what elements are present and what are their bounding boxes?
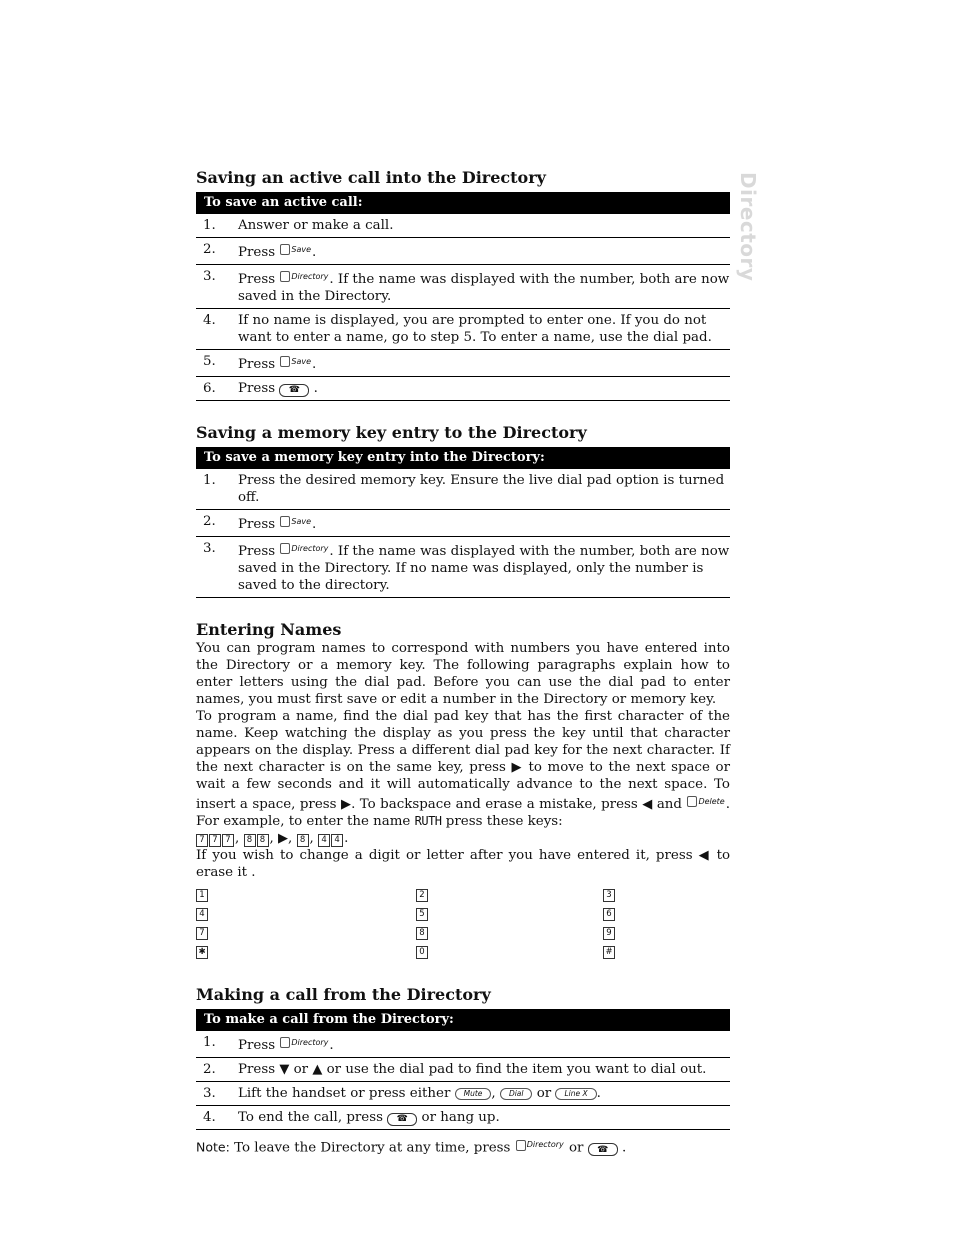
up-arrow-icon: ▲ xyxy=(312,1062,323,1077)
steps-table xyxy=(196,447,730,598)
save-key-icon: Save xyxy=(279,241,312,258)
dial-key-icon: 7 xyxy=(222,834,234,847)
dial-key-icon: 7 xyxy=(209,834,221,847)
table-row: 6. Press ☎ . xyxy=(196,377,730,401)
dial-key-icon: Dial xyxy=(500,1088,533,1100)
dial-key-icon: 4 xyxy=(318,834,330,847)
right-arrow-icon: ▶ xyxy=(278,831,289,846)
dialpad-key-hash: # xyxy=(603,946,615,959)
dialpad-key-7: 7 xyxy=(196,927,208,940)
handset-icon: ☎ xyxy=(279,384,309,397)
down-arrow-icon: ▼ xyxy=(279,1062,290,1077)
dialpad-key-4: 4 xyxy=(196,908,208,921)
example-name: RUTH xyxy=(414,814,442,828)
page-content xyxy=(196,168,730,1158)
section-title: Saving a memory key entry to the Directory xyxy=(196,423,587,442)
save-key-icon: Save xyxy=(279,353,312,370)
section-title: Entering Names xyxy=(196,620,342,639)
dialpad-key-star: ✱ xyxy=(196,946,208,959)
dialpad-key-5: 5 xyxy=(416,908,428,921)
dial-key-icon: 7 xyxy=(196,834,208,847)
table-header: To save an active call: xyxy=(196,192,730,214)
steps-table xyxy=(196,1009,730,1130)
dialpad-key-0: 0 xyxy=(416,946,428,959)
directory-key-icon: Directory xyxy=(279,268,329,285)
table-row: 3. Press Directory . If the name was displayed with the number, both are now saved in the Directory. xyxy=(196,265,730,309)
table-row: 2. Press Save . xyxy=(196,510,730,537)
paragraph: To program a name, find the dial pad key that has the first character of the name. Keep watching the display as you press the key until that character appears on the display. Press a different dial pad key for the next character. If the next character is on the same key, press ▶ to move to the next space or wait a few seconds and it will automatically advance to the next space. To insert a space, press ▶. To backspace and erase a mistake, press ◀ and Delete . For example, to enter the name RUTH press these keys: 7 7 7 , 8 8 , ▶, 8 , 4 4 . If you wish to change a digit or letter after you have entered it, press ◀ to erase it . xyxy=(196,709,731,880)
save-key-icon: Save xyxy=(279,513,312,530)
right-arrow-icon: ▶ xyxy=(511,760,523,775)
table-row: 3. Press Directory . If the name was displayed with the number, both are now saved in the Directory. If no name was displayed, only the number is saved to the directory. xyxy=(196,537,730,598)
dialpad-key-3: 3 xyxy=(603,889,615,902)
paragraph: You can program names to correspond with numbers you have entered into the Directory or a memory key. The following paragraphs explain how to enter letters using the dial pad. Before you can use the dial pad to enter names, you must first save or edit a number in the Directory or memory key. xyxy=(196,641,730,707)
dial-key-icon: 8 xyxy=(257,834,269,847)
table-row: 1. Press Directory . xyxy=(196,1031,730,1058)
line-key-icon: Line X xyxy=(555,1088,596,1100)
table-row: 3. Lift the handset or press either Mute , Dial or Line X . xyxy=(196,1082,730,1106)
note: Note: To leave the Directory at any time, press Directory or ☎ . xyxy=(196,1136,730,1158)
right-arrow-icon: ▶ xyxy=(340,797,352,812)
dial-key-icon: 4 xyxy=(331,834,343,847)
section-title: Making a call from the Directory xyxy=(196,985,491,1004)
left-arrow-icon: ◀ xyxy=(698,848,711,863)
dialpad-grid xyxy=(196,886,730,959)
section-save-memory-key xyxy=(196,423,730,598)
table-row: 4. To end the call, press ☎ or hang up. xyxy=(196,1106,730,1130)
section-entering-names xyxy=(196,620,730,959)
table-row: 2. Press Save . xyxy=(196,238,730,265)
section-save-active-call xyxy=(196,168,730,401)
table-row: 2. Press ▼ or ▲ or use the dial pad to find the item you want to dial out. xyxy=(196,1058,730,1082)
table-row: 5. Press Save . xyxy=(196,350,730,377)
table-header: To make a call from the Directory: xyxy=(196,1009,730,1031)
section-title: Saving an active call into the Directory xyxy=(196,168,546,187)
handset-icon: ☎ xyxy=(387,1113,417,1126)
directory-key-icon: Directory xyxy=(279,1034,329,1051)
left-arrow-icon: ◀ xyxy=(642,797,653,812)
dialpad-key-8: 8 xyxy=(416,927,428,940)
handset-icon: ☎ xyxy=(588,1143,618,1156)
delete-key-icon: Delete xyxy=(686,793,725,810)
mute-key-icon: Mute xyxy=(455,1088,492,1100)
table-row: 1. Press the desired memory key. Ensure the live dial pad option is turned off. xyxy=(196,469,730,510)
dial-key-icon: 8 xyxy=(297,834,309,847)
table-row: 4. If no name is displayed, you are prompted to enter one. If you do not want to enter a name, go to step 5. To enter a name, use the dial pad. xyxy=(196,309,730,350)
directory-key-icon: Directory xyxy=(515,1136,565,1154)
section-make-call xyxy=(196,985,730,1130)
directory-key-icon: Directory xyxy=(279,540,329,557)
table-header: To save a memory key entry into the Directory: xyxy=(196,447,730,469)
dialpad-key-9: 9 xyxy=(603,927,615,940)
table-row: 1. Answer or make a call. xyxy=(196,214,730,238)
dialpad-key-1: 1 xyxy=(196,889,208,902)
side-tab-directory: Directory xyxy=(736,172,760,282)
dialpad-key-2: 2 xyxy=(416,889,428,902)
dial-key-icon: 8 xyxy=(244,834,256,847)
dialpad-key-6: 6 xyxy=(603,908,615,921)
steps-table xyxy=(196,192,730,401)
